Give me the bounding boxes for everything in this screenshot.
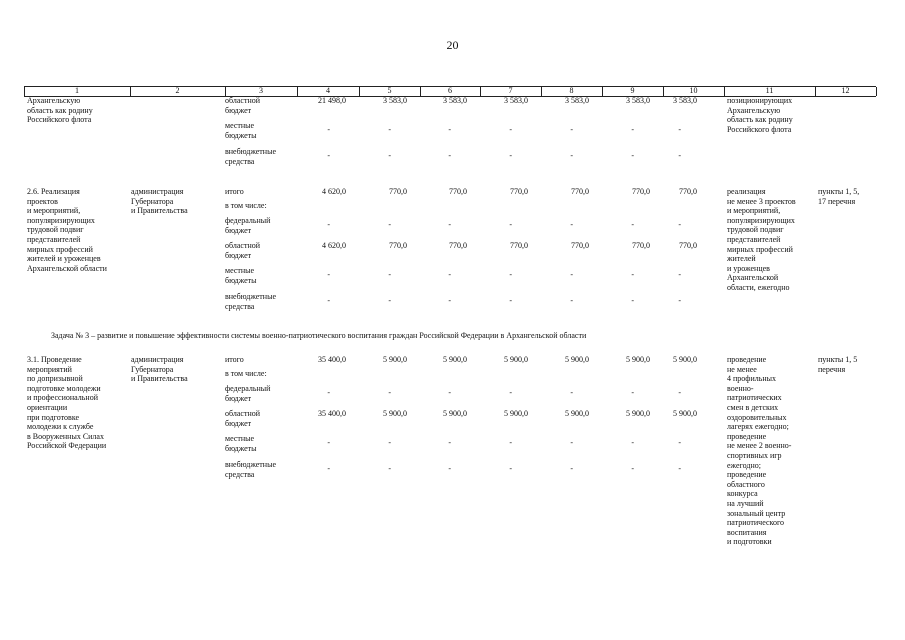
budget-label: федеральный бюджет [225, 216, 271, 235]
value-cell: - [327, 438, 330, 447]
budget-label: местные бюджеты [225, 121, 257, 140]
value-cell: - [388, 125, 391, 134]
header-col-7: 7 [508, 86, 513, 95]
value-cell: - [448, 296, 451, 305]
value-cell: 35 400,0 [318, 409, 346, 418]
budget-label: внебюджетные средства [225, 292, 276, 311]
budget-label: внебюджетные средства [225, 147, 276, 166]
value-cell: - [678, 464, 681, 473]
value-cell: 21 498,0 [318, 96, 346, 105]
value-cell: - [327, 270, 330, 279]
value-cell: - [388, 464, 391, 473]
value-cell: - [570, 270, 573, 279]
value-cell: - [678, 270, 681, 279]
value-cell: - [631, 151, 634, 160]
value-cell: 770,0 [449, 187, 467, 196]
value-cell: - [388, 296, 391, 305]
header-col-11: 11 [765, 86, 774, 95]
value-cell: - [448, 388, 451, 397]
budget-label: областной бюджет [225, 96, 261, 115]
value-cell: - [678, 438, 681, 447]
value-cell: - [631, 388, 634, 397]
value-cell: - [509, 125, 512, 134]
value-cell: - [678, 220, 681, 229]
row-b-result: реализация не менее 3 проектов и мероприятий, популяризирующих трудовой подвиг представителей мирных профессий жителей и уроженцев Архангельской области, ежегодно [727, 187, 796, 292]
row-c-executor: администрация Губернатора и Правительства [131, 355, 188, 384]
value-cell: - [570, 464, 573, 473]
value-cell: - [509, 388, 512, 397]
value-cell: - [327, 220, 330, 229]
header-col-4: 4 [326, 86, 330, 95]
value-cell: - [631, 125, 634, 134]
value-cell: - [448, 438, 451, 447]
value-cell: 3 583,0 [383, 96, 407, 105]
row-c-reference: пункты 1, 5 перечня [818, 355, 858, 374]
value-cell: - [509, 220, 512, 229]
value-cell: 770,0 [449, 241, 467, 250]
header-col-12: 12 [841, 86, 850, 95]
value-cell: - [570, 125, 573, 134]
value-cell: 5 900,0 [626, 355, 650, 364]
value-cell: 5 900,0 [504, 355, 528, 364]
page-number: 20 [446, 38, 459, 52]
header-col-3: 3 [259, 86, 263, 95]
row-a-result: позиционирующих Архангельскую область как родину Российского флота [727, 96, 793, 134]
header-col-8: 8 [569, 86, 574, 95]
budget-label: итого [225, 355, 244, 364]
header-col-1: 1 [75, 86, 79, 95]
value-cell: 770,0 [632, 241, 650, 250]
value-cell: 3 583,0 [443, 96, 467, 105]
value-cell: - [327, 151, 330, 160]
value-cell: - [327, 125, 330, 134]
value-cell: 4 620,0 [322, 241, 346, 250]
value-cell: 770,0 [510, 187, 528, 196]
value-cell: 3 583,0 [626, 96, 650, 105]
value-cell: - [388, 151, 391, 160]
row-c-result: проведение не менее 4 профильных военно- патриотических смен в детских оздоровительных лагерях ежегодно; проведение не менее 2 военно- спортивных игр ежегодно; проведение областного конкурса на лучший зональный центр патриотического воспитания и подготовки [727, 355, 792, 547]
value-cell: - [631, 220, 634, 229]
value-cell: 5 900,0 [626, 409, 650, 418]
value-cell: 5 900,0 [565, 409, 589, 418]
value-cell: - [448, 464, 451, 473]
value-cell: - [509, 296, 512, 305]
budget-label: областной бюджет [225, 409, 261, 428]
row-b-reference: пункты 1, 5, 17 перечня [818, 187, 860, 206]
budget-label: федеральный бюджет [225, 384, 271, 403]
value-cell: - [327, 388, 330, 397]
budget-label: итого [225, 187, 244, 196]
value-cell: - [509, 464, 512, 473]
value-cell: - [570, 388, 573, 397]
budget-label: областной бюджет [225, 241, 261, 260]
value-cell: 770,0 [679, 187, 697, 196]
header-col-2: 2 [175, 86, 180, 95]
value-cell: 3 583,0 [504, 96, 528, 105]
value-cell: 5 900,0 [443, 409, 467, 418]
value-cell: - [448, 125, 451, 134]
budget-label: в том числе: [225, 369, 267, 378]
value-cell: - [570, 220, 573, 229]
value-cell: 770,0 [571, 187, 589, 196]
value-cell: - [327, 464, 330, 473]
value-cell: 3 583,0 [673, 96, 697, 105]
value-cell: 5 900,0 [443, 355, 467, 364]
value-cell: - [678, 388, 681, 397]
value-cell: - [448, 270, 451, 279]
value-cell: 5 900,0 [383, 355, 407, 364]
row-c-name: 3.1. Проведение мероприятий по допризывной подготовке молодежи и профессиональной ориентации при подготовке молодежи к службе в Вооруженных Силах Российской Федерации [27, 355, 107, 451]
value-cell: - [678, 296, 681, 305]
value-cell: 35 400,0 [318, 355, 346, 364]
header-col-6: 6 [448, 86, 452, 95]
value-cell: 770,0 [571, 241, 589, 250]
value-cell: 770,0 [510, 241, 528, 250]
row-a-name: Архангельскую область как родину Российского флота [27, 96, 93, 125]
budget-label: местные бюджеты [225, 434, 257, 453]
value-cell: 770,0 [389, 187, 407, 196]
header-col-5: 5 [387, 86, 392, 95]
value-cell: - [678, 151, 681, 160]
value-cell: - [388, 438, 391, 447]
value-cell: - [678, 125, 681, 134]
value-cell: 5 900,0 [504, 409, 528, 418]
budget-label: в том числе: [225, 201, 267, 210]
value-cell: 5 900,0 [673, 355, 697, 364]
value-cell: - [570, 438, 573, 447]
value-cell: - [509, 151, 512, 160]
task-3-heading: Задача № 3 – развитие и повышение эффективности системы военно-патриотического воспитания граждан Российской Федерации в Архангельской области [51, 331, 587, 340]
value-cell: - [448, 220, 451, 229]
row-b-name: 2.6. Реализация проектов и мероприятий, популяризирующих трудовой подвиг представителей мирных профессий жителей и уроженцев Архангельской области [27, 187, 107, 273]
header-col-10: 10 [689, 86, 698, 95]
value-cell: 770,0 [389, 241, 407, 250]
value-cell: - [631, 270, 634, 279]
value-cell: - [388, 220, 391, 229]
value-cell: - [448, 151, 451, 160]
value-cell: - [509, 270, 512, 279]
value-cell: 5 900,0 [383, 409, 407, 418]
value-cell: 4 620,0 [322, 187, 346, 196]
value-cell: 770,0 [632, 187, 650, 196]
value-cell: - [570, 151, 573, 160]
value-cell: 3 583,0 [565, 96, 589, 105]
value-cell: 5 900,0 [565, 355, 589, 364]
value-cell: - [388, 388, 391, 397]
value-cell: - [631, 438, 634, 447]
value-cell: - [509, 438, 512, 447]
value-cell: 770,0 [679, 241, 697, 250]
value-cell: - [631, 464, 634, 473]
value-cell: - [388, 270, 391, 279]
row-b-executor: администрация Губернатора и Правительства [131, 187, 188, 216]
value-cell: 5 900,0 [673, 409, 697, 418]
value-cell: - [327, 296, 330, 305]
value-cell: - [570, 296, 573, 305]
budget-label: внебюджетные средства [225, 460, 276, 479]
value-cell: - [631, 296, 634, 305]
budget-label: местные бюджеты [225, 266, 257, 285]
header-col-9: 9 [630, 86, 635, 95]
